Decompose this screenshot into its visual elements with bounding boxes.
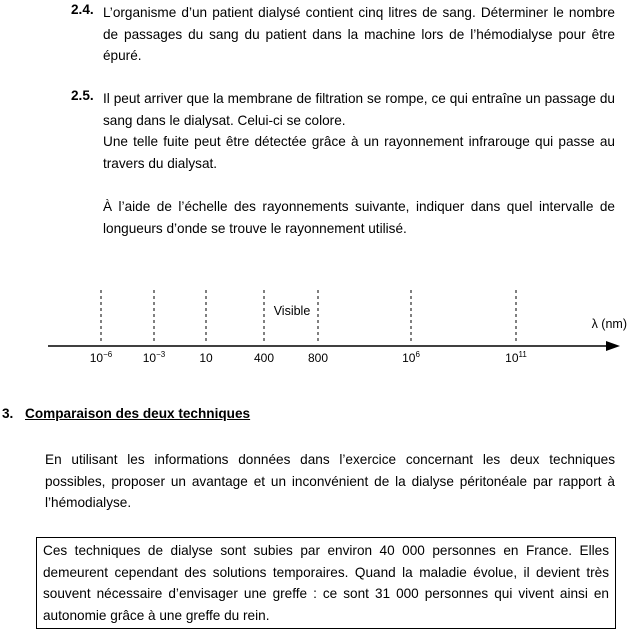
tick-label: $10^{-6}$: [89, 350, 113, 365]
tick-label: 400: [253, 351, 275, 365]
tick-label: $10^{-3}$: [142, 350, 166, 365]
section-title: Comparaison des deux techniques: [25, 406, 251, 421]
info-box: [36, 537, 616, 629]
visible-label: Visible: [273, 304, 311, 318]
wavelength-scale: [0, 282, 631, 372]
tick-label: 10: [199, 351, 213, 365]
question-paragraph: Une telle fuite peut être détectée grâce à un rayonnement infrarouge qui passe au travers du dialysat.: [103, 134, 615, 171]
section-text: En utilisant les informations données dans l’exercice concernant les deux techniques possibles, proposer un avantage et un inconvénient de la dialyse péritonéale par rapport à l’hémodialyse.: [45, 452, 615, 511]
question-number: 2.5.: [71, 88, 94, 103]
question-paragraph: L’organisme d’un patient dialysé contient cinq litres de sang. Déterminer le nombre de passages du sang du patient dans la machine lors de l’hémodialyse pour être épuré.: [103, 5, 615, 64]
question-paragraph: À l’aide de l’échelle des rayonnements suivante, indiquer dans quel intervalle de longueurs d’onde se trouve le rayonnement utilisé.: [103, 198, 615, 236]
tick-labels: [90, 350, 528, 365]
axis-arrow: [606, 341, 620, 351]
tick-label: $10^{11}$: [505, 350, 527, 365]
question-text: [103, 88, 615, 239]
info-box-text: Ces techniques de dialyse sont subies par environ 40 000 personnes en France. Elles demeurent cependant des solutions temporaires. Quand la maladie évolue, il devient très souvent nécessaire d’envisager une greffe : ce sont 31 000 personnes qui vivent ainsi en autonomie grâce à une greffe du rein.: [43, 543, 609, 623]
question-number: 2.4.: [71, 2, 94, 17]
tick-label: 800: [307, 351, 329, 365]
question-text: [103, 2, 615, 67]
section-paragraph: [45, 449, 615, 514]
axis-label: λ (nm): [591, 317, 627, 331]
question-paragraph: Il peut arriver que la membrane de filtration se rompe, ce qui entraîne un passage du sang dans le dialysat. Celui-ci se colore.: [103, 91, 615, 128]
section-number: 3.: [2, 406, 14, 421]
tick-label: $10^6$: [402, 350, 420, 365]
